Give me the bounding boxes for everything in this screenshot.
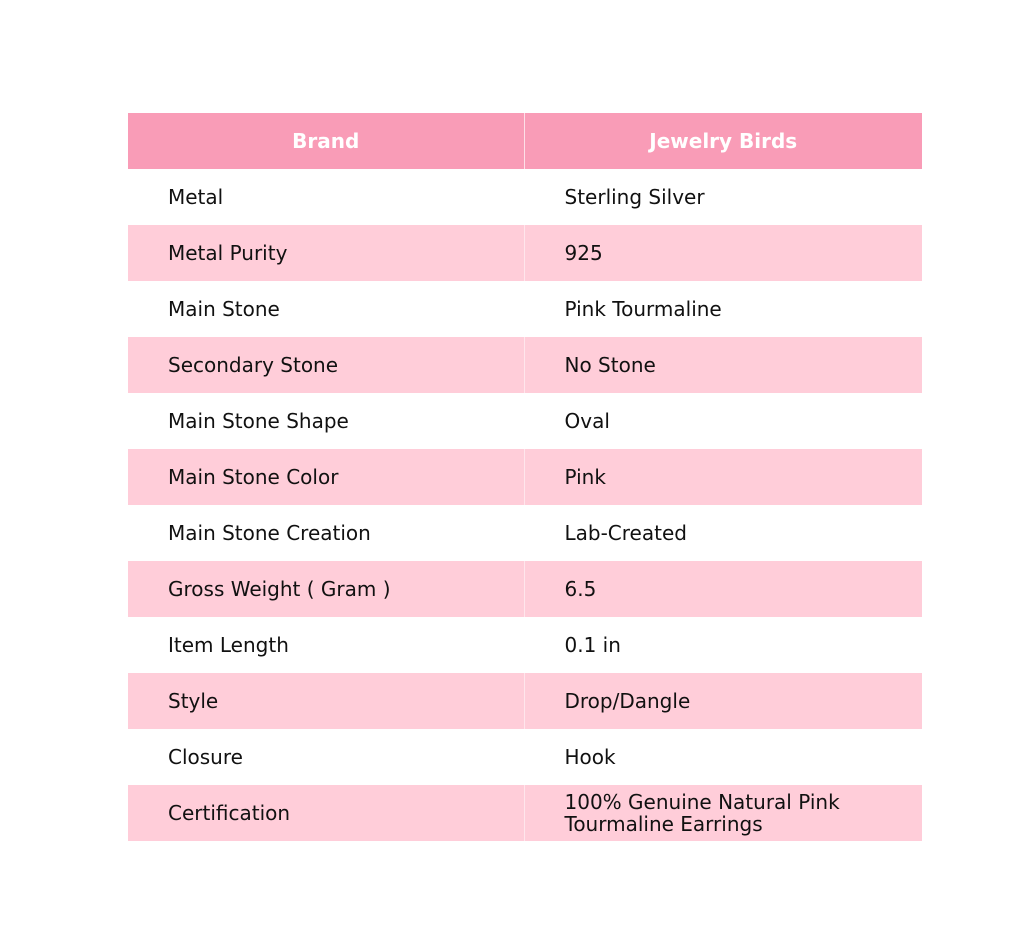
spec-value: Drop/Dangle xyxy=(524,673,922,729)
spec-value: Pink Tourmaline xyxy=(524,281,922,337)
spec-label: Item Length xyxy=(128,617,524,673)
spec-label: Main Stone Color xyxy=(128,449,524,505)
spec-value: 0.1 in xyxy=(524,617,922,673)
header-row xyxy=(128,113,922,169)
product-spec-table xyxy=(128,113,922,841)
spec-value: 6.5 xyxy=(524,561,922,617)
spec-label: Style xyxy=(128,673,524,729)
table-row xyxy=(128,561,922,617)
spec-table-body xyxy=(128,169,922,841)
spec-value: Hook xyxy=(524,729,922,785)
table-row xyxy=(128,785,922,841)
table-row xyxy=(128,393,922,449)
spec-label: Metal Purity xyxy=(128,225,524,281)
spec-label: Main Stone xyxy=(128,281,524,337)
table-row xyxy=(128,225,922,281)
spec-value: 925 xyxy=(524,225,922,281)
table-row xyxy=(128,281,922,337)
spec-label: Metal xyxy=(128,169,524,225)
spec-value: Oval xyxy=(524,393,922,449)
table-row xyxy=(128,617,922,673)
table-row xyxy=(128,337,922,393)
header-brand-value: Jewelry Birds xyxy=(524,113,922,169)
spec-value: Pink xyxy=(524,449,922,505)
spec-label: Secondary Stone xyxy=(128,337,524,393)
spec-value: Lab-Created xyxy=(524,505,922,561)
table-row xyxy=(128,449,922,505)
header-brand-label: Brand xyxy=(128,113,524,169)
spec-label: Gross Weight ( Gram ) xyxy=(128,561,524,617)
spec-table-header xyxy=(128,113,922,169)
table-row xyxy=(128,169,922,225)
spec-label: Main Stone Creation xyxy=(128,505,524,561)
spec-label: Certification xyxy=(128,785,524,841)
spec-value: No Stone xyxy=(524,337,922,393)
spec-label: Main Stone Shape xyxy=(128,393,524,449)
table-row xyxy=(128,729,922,785)
spec-label: Closure xyxy=(128,729,524,785)
spec-value: 100% Genuine Natural Pink Tourmaline Earrings xyxy=(524,785,922,841)
table-row xyxy=(128,505,922,561)
spec-value: Sterling Silver xyxy=(524,169,922,225)
table-row xyxy=(128,673,922,729)
